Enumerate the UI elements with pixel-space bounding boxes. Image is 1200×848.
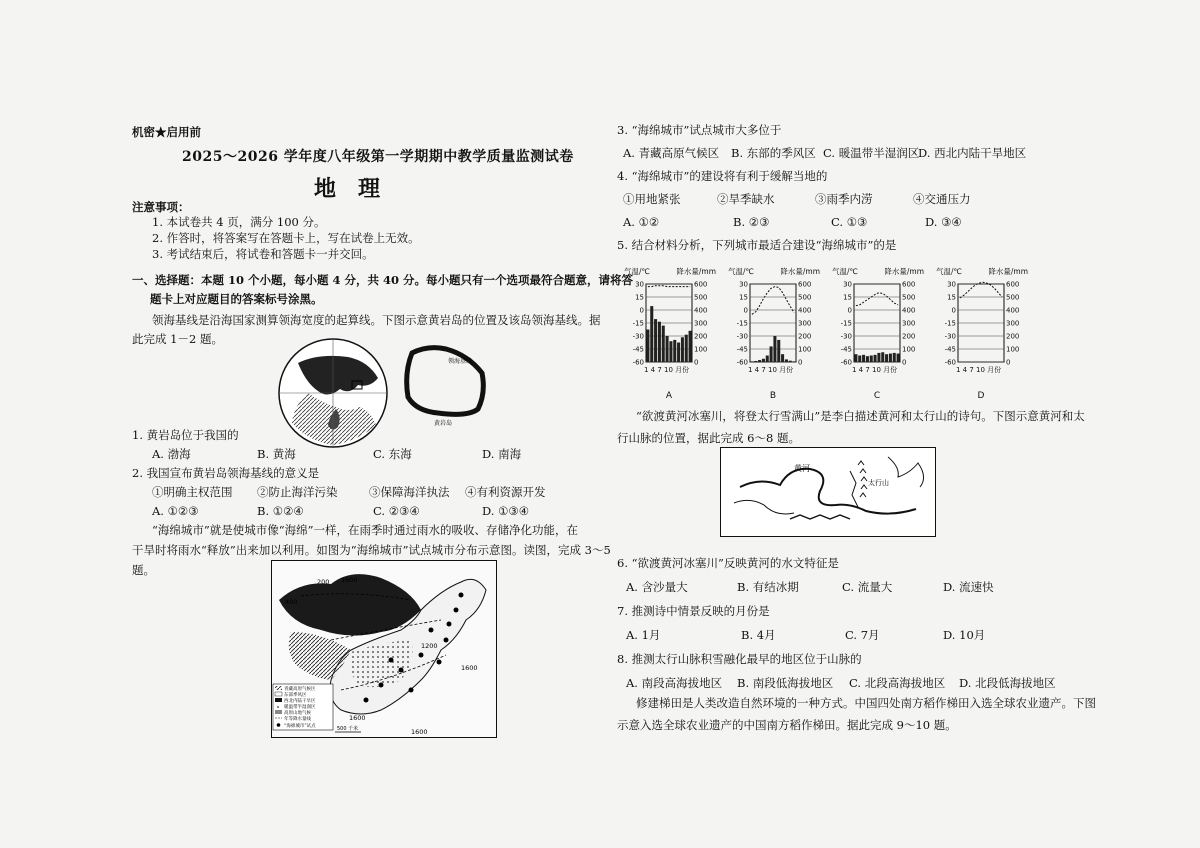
precip-bar xyxy=(885,354,888,362)
q2-option-a[interactable]: A. ①②③ xyxy=(152,504,199,518)
temp-tick-label: 15 xyxy=(843,293,852,302)
q2-item-2: ②防止海洋污染 xyxy=(257,485,338,499)
precip-bar xyxy=(666,336,669,362)
temp-line xyxy=(648,286,690,287)
precip-bar xyxy=(897,354,900,362)
q4-option-d[interactable]: D. ③④ xyxy=(925,215,962,229)
q7-option-a[interactable]: A. 1月 xyxy=(626,628,661,642)
contour-label-6: 1600 xyxy=(349,714,366,722)
chart-option-label: B xyxy=(769,391,777,401)
contour-label-2: 1600 xyxy=(341,576,358,584)
passage-1-line-2: 此完成 1－2 题。 xyxy=(132,332,223,346)
precip-bar xyxy=(669,341,672,362)
temp-tick-label: -45 xyxy=(632,345,644,354)
chart-option-label: D xyxy=(977,391,985,401)
contour-label-1: 200 xyxy=(317,578,330,586)
temp-tick-label: 0 xyxy=(743,306,748,315)
precip-tick-label: 600 xyxy=(798,280,812,289)
legend-item-3: 西北内陆干旱区 xyxy=(284,699,316,704)
precip-bar xyxy=(874,355,877,362)
precip-tick-label: 400 xyxy=(1006,306,1020,315)
temp-tick-label: 30 xyxy=(843,280,852,289)
notice-item-1: 1. 本试卷共 4 页，满分 100 分。 xyxy=(152,215,326,229)
precip-tick-label: 200 xyxy=(694,332,708,341)
precip-bar xyxy=(881,352,884,362)
q8-option-c[interactable]: C. 北段高海拔地区 xyxy=(849,676,946,690)
precip-tick-label: 400 xyxy=(694,306,708,315)
q4-stem: 4. “海绵城市”的建设将有利于缓解当地的 xyxy=(617,169,828,183)
q3-stem: 3. “海绵城市”试点城市大多位于 xyxy=(617,123,782,137)
passage-2-line-3: 题。 xyxy=(132,563,155,577)
temp-tick-label: 30 xyxy=(635,280,644,289)
precip-axis-title: 降水量/mm xyxy=(780,267,820,276)
temp-axis-title: 气温/℃ xyxy=(624,267,650,276)
temp-tick-label: -60 xyxy=(944,358,956,367)
q1-option-b[interactable]: B. 黄海 xyxy=(257,447,296,461)
contour-label-5: 1600 xyxy=(461,664,478,672)
precip-axis-title: 降水量/mm xyxy=(884,267,924,276)
precip-tick-label: 100 xyxy=(1006,345,1020,354)
precip-tick-label: 300 xyxy=(1006,319,1020,328)
month-axis-label: 1 4 7 10 月份 xyxy=(956,366,1002,374)
q3-option-c[interactable]: C. 暖温带半湿润区 xyxy=(823,146,920,160)
month-axis-label: 1 4 7 10 月份 xyxy=(852,366,898,374)
q5-stem: 5. 结合材料分析，下列城市最适合建设“海绵城市”的是 xyxy=(617,238,897,252)
temp-tick-label: -30 xyxy=(632,332,644,341)
q1-option-c[interactable]: C. 东海 xyxy=(373,447,412,461)
precip-bar xyxy=(858,356,861,363)
section-1-line-1: 一、选择题：本题 10 个小题，每小题 4 分，共 40 分。每小题只有一个选项最符合题意，请将答 xyxy=(132,273,634,287)
passage-2-line-1: “海绵城市”就是使城市像“海绵”一样，在雨季时通过雨水的吸收、存储净化功能，在 xyxy=(152,523,579,537)
precip-bar xyxy=(770,346,773,362)
precip-bar xyxy=(870,356,873,363)
legend-item-2: 东部季风区 xyxy=(284,693,307,698)
yellow-river-map xyxy=(720,447,936,537)
q6-stem: 6. “欲渡黄河冰塞川”反映黄河的水文特征是 xyxy=(617,556,839,570)
legend-item-1: 青藏高原气候区 xyxy=(284,687,316,692)
temp-tick-label: -15 xyxy=(840,319,852,328)
river-label: 黄河 xyxy=(794,464,810,473)
notice-item-3: 3. 考试结束后，将试卷和答题卡一并交回。 xyxy=(152,247,374,261)
q2-option-b[interactable]: B. ①②④ xyxy=(257,504,304,518)
temp-tick-label: 15 xyxy=(739,293,748,302)
precip-tick-label: 200 xyxy=(798,332,812,341)
mountain-label: 太行山 xyxy=(868,479,889,487)
precip-bar xyxy=(654,319,657,362)
temp-tick-label: 0 xyxy=(847,306,852,315)
temp-line xyxy=(960,282,1002,298)
chart-option-label: A xyxy=(665,391,673,401)
exam-title: 2025～2026 学年度八年级第一学期期中教学质量监测试卷 xyxy=(182,149,574,165)
q7-option-c[interactable]: C. 7月 xyxy=(845,628,880,642)
precip-bar xyxy=(685,335,688,362)
q4-item-2: ②旱季缺水 xyxy=(717,192,775,206)
q3-option-a[interactable]: A. 青藏高原气候区 xyxy=(623,146,720,160)
precip-bar xyxy=(650,306,653,362)
temp-tick-label: -15 xyxy=(736,319,748,328)
q8-stem: 8. 推测太行山脉积雪融化最早的地区位于山脉的 xyxy=(617,652,862,666)
temp-tick-label: 15 xyxy=(635,293,644,302)
precip-bar xyxy=(758,360,761,362)
precip-bar xyxy=(877,353,880,362)
legend-item-5: 高原山地气候 xyxy=(284,711,311,716)
month-axis-label: 1 4 7 10 月份 xyxy=(748,366,794,374)
precip-tick-label: 600 xyxy=(902,280,916,289)
precip-tick-label: 500 xyxy=(902,293,916,302)
q2-item-1: ①明确主权范围 xyxy=(152,485,233,499)
precip-bar xyxy=(658,322,661,362)
q3-option-d[interactable]: D. 西北内陆干旱地区 xyxy=(918,146,1027,160)
precip-bar xyxy=(866,356,869,362)
precip-tick-label: 500 xyxy=(694,293,708,302)
precip-bar xyxy=(793,361,796,362)
temp-tick-label: 0 xyxy=(951,306,956,315)
precip-bar xyxy=(681,337,684,362)
map-legend xyxy=(273,684,333,730)
q2-item-3: ③保障海洋执法 xyxy=(369,485,450,499)
precip-tick-label: 100 xyxy=(902,345,916,354)
precip-tick-label: 0 xyxy=(902,358,907,367)
q6-option-d[interactable]: D. 流速快 xyxy=(943,580,994,594)
q4-option-a[interactable]: A. ①② xyxy=(623,215,660,229)
q4-option-b[interactable]: B. ②③ xyxy=(733,215,770,229)
temp-tick-label: -60 xyxy=(840,358,852,367)
precip-bar xyxy=(781,354,784,362)
precip-tick-label: 200 xyxy=(902,332,916,341)
passage-3-line-1: “欲渡黄河冰塞川，将登太行雪满山”是李白描述黄河和太行山的诗句。下图示意黄河和太 xyxy=(636,409,1085,423)
huangyan-island-figure xyxy=(278,333,496,453)
q4-option-c[interactable]: C. ①③ xyxy=(831,215,868,229)
passage-2-line-2: 干旱时将雨水“释放”出来加以利用。如图为“海绵城市”试点城市分布示意图。读图，完成 3～5 xyxy=(132,543,611,557)
precip-tick-label: 300 xyxy=(902,319,916,328)
precip-bar xyxy=(889,354,892,362)
q2-stem: 2. 我国宣布黄岩岛领海基线的意义是 xyxy=(132,466,320,480)
q6-option-c[interactable]: C. 流量大 xyxy=(842,580,893,594)
q3-option-b[interactable]: B. 东部的季风区 xyxy=(731,146,816,160)
precip-tick-label: 300 xyxy=(798,319,812,328)
precip-bar xyxy=(689,331,692,362)
temp-tick-label: 15 xyxy=(947,293,956,302)
climate-charts xyxy=(622,262,1032,402)
precip-bar xyxy=(854,354,857,362)
precip-bar xyxy=(673,340,676,362)
q1-stem: 1. 黄岩岛位于我国的 xyxy=(132,428,239,442)
temp-tick-label: -45 xyxy=(944,345,956,354)
temp-tick-label: -15 xyxy=(632,319,644,328)
passage-1-line-1: 领海基线是沿海国家测算领海宽度的起算线。下图示意黄岩岛的位置及该岛领海基线。据 xyxy=(152,313,601,327)
q6-option-b[interactable]: B. 有结冰期 xyxy=(737,580,799,594)
chart-option-label: C xyxy=(873,391,881,401)
precip-bar xyxy=(893,353,896,362)
passage-3-line-2: 行山脉的位置，据此完成 6～8 题。 xyxy=(617,431,800,445)
precip-tick-label: 100 xyxy=(694,345,708,354)
subject-title: 地 理 xyxy=(314,176,381,202)
precip-bar xyxy=(773,336,776,362)
temp-tick-label: 30 xyxy=(947,280,956,289)
precip-tick-label: 0 xyxy=(694,358,699,367)
q8-option-b[interactable]: B. 南段低海拔地区 xyxy=(737,676,834,690)
q7-option-d[interactable]: D. 10月 xyxy=(943,628,986,642)
section-1-line-2: 题卡上对应题目的答案标号涂黑。 xyxy=(150,292,323,306)
temp-tick-label: -30 xyxy=(840,332,852,341)
map-scale: 500 千米 xyxy=(337,726,359,732)
notice-label: 注意事项： xyxy=(132,200,190,214)
q4-item-4: ④交通压力 xyxy=(913,192,971,206)
contour-label-3: 400 xyxy=(285,598,298,606)
temp-tick-label: 0 xyxy=(639,306,644,315)
q7-stem: 7. 推测诗中情景反映的月份是 xyxy=(617,604,770,618)
legend-item-7: “海绵城市”试点 xyxy=(284,724,316,729)
baseline-label: 领海基线 xyxy=(448,358,473,365)
temp-tick-label: 30 xyxy=(739,280,748,289)
globe-map xyxy=(279,339,387,447)
q1-option-d[interactable]: D. 南海 xyxy=(482,447,522,461)
temp-tick-label: -15 xyxy=(944,319,956,328)
temp-tick-label: -60 xyxy=(632,358,644,367)
temp-tick-label: -45 xyxy=(736,345,748,354)
q8-option-a[interactable]: A. 南段高海拔地区 xyxy=(626,676,723,690)
precip-tick-label: 300 xyxy=(694,319,708,328)
q1-option-a[interactable]: A. 渤海 xyxy=(152,447,191,461)
month-axis-label: 1 4 7 10 月份 xyxy=(644,366,690,374)
precip-tick-label: 600 xyxy=(1006,280,1020,289)
precip-bar xyxy=(677,343,680,363)
precip-bar xyxy=(754,361,757,362)
q8-option-d[interactable]: D. 北段低海拔地区 xyxy=(959,676,1056,690)
q2-option-c[interactable]: C. ②③④ xyxy=(373,504,420,518)
passage-4-line-2: 示意入选全球农业遗产的中国南方稻作梯田。据此完成 9～10 题。 xyxy=(617,718,957,732)
island-baseline-map xyxy=(407,348,484,427)
q6-option-a[interactable]: A. 含沙量大 xyxy=(626,580,688,594)
precip-tick-label: 0 xyxy=(1006,358,1011,367)
temp-axis-title: 气温/℃ xyxy=(728,267,754,276)
precip-bar xyxy=(762,359,765,362)
precip-bar xyxy=(750,361,753,362)
precip-bar xyxy=(789,361,792,362)
passage-4-line-1: 修建梯田是人类改造自然环境的一种方式。中国四处南方稻作梯田入选全球农业遗产。下图 xyxy=(636,696,1096,710)
precip-bar xyxy=(662,326,665,362)
precip-bar xyxy=(646,330,649,363)
precip-bar xyxy=(766,356,769,363)
precip-tick-label: 500 xyxy=(1006,293,1020,302)
temp-tick-label: -45 xyxy=(840,345,852,354)
island-label: 黄岩岛 xyxy=(434,420,453,427)
temp-line xyxy=(856,293,898,306)
temp-tick-label: -30 xyxy=(736,332,748,341)
precip-tick-label: 100 xyxy=(798,345,812,354)
contour-label-7: 1600 xyxy=(411,728,428,736)
precip-tick-label: 200 xyxy=(1006,332,1020,341)
precip-tick-label: 500 xyxy=(798,293,812,302)
temp-axis-title: 气温/℃ xyxy=(832,267,858,276)
q2-option-d[interactable]: D. ①③④ xyxy=(482,504,530,518)
precip-bar xyxy=(862,355,865,362)
q4-item-3: ③雨季内涝 xyxy=(815,192,873,206)
precip-tick-label: 600 xyxy=(694,280,708,289)
legend-item-6: 年等降水量线 xyxy=(284,717,311,722)
precip-tick-label: 400 xyxy=(902,306,916,315)
temp-axis-title: 气温/℃ xyxy=(936,267,962,276)
legend-item-4: 暖温带半湿润区 xyxy=(284,705,316,710)
q7-option-b[interactable]: B. 4月 xyxy=(741,628,776,642)
confidential-label: 机密★启用前 xyxy=(132,125,201,139)
precip-axis-title: 降水量/mm xyxy=(988,267,1028,276)
precip-tick-label: 0 xyxy=(798,358,803,367)
precip-bar xyxy=(777,340,780,362)
precip-axis-title: 降水量/mm xyxy=(676,267,716,276)
sponge-city-map xyxy=(271,560,497,738)
notice-item-2: 2. 作答时，将答案写在答题卡上，写在试卷上无效。 xyxy=(152,231,420,245)
temp-tick-label: -60 xyxy=(736,358,748,367)
q4-item-1: ①用地紧张 xyxy=(623,192,681,206)
q2-item-4: ④有利资源开发 xyxy=(465,485,546,499)
temp-tick-label: -30 xyxy=(944,332,956,341)
precip-tick-label: 400 xyxy=(798,306,812,315)
contour-label-4: 1200 xyxy=(421,642,438,650)
precip-bar xyxy=(785,359,788,362)
